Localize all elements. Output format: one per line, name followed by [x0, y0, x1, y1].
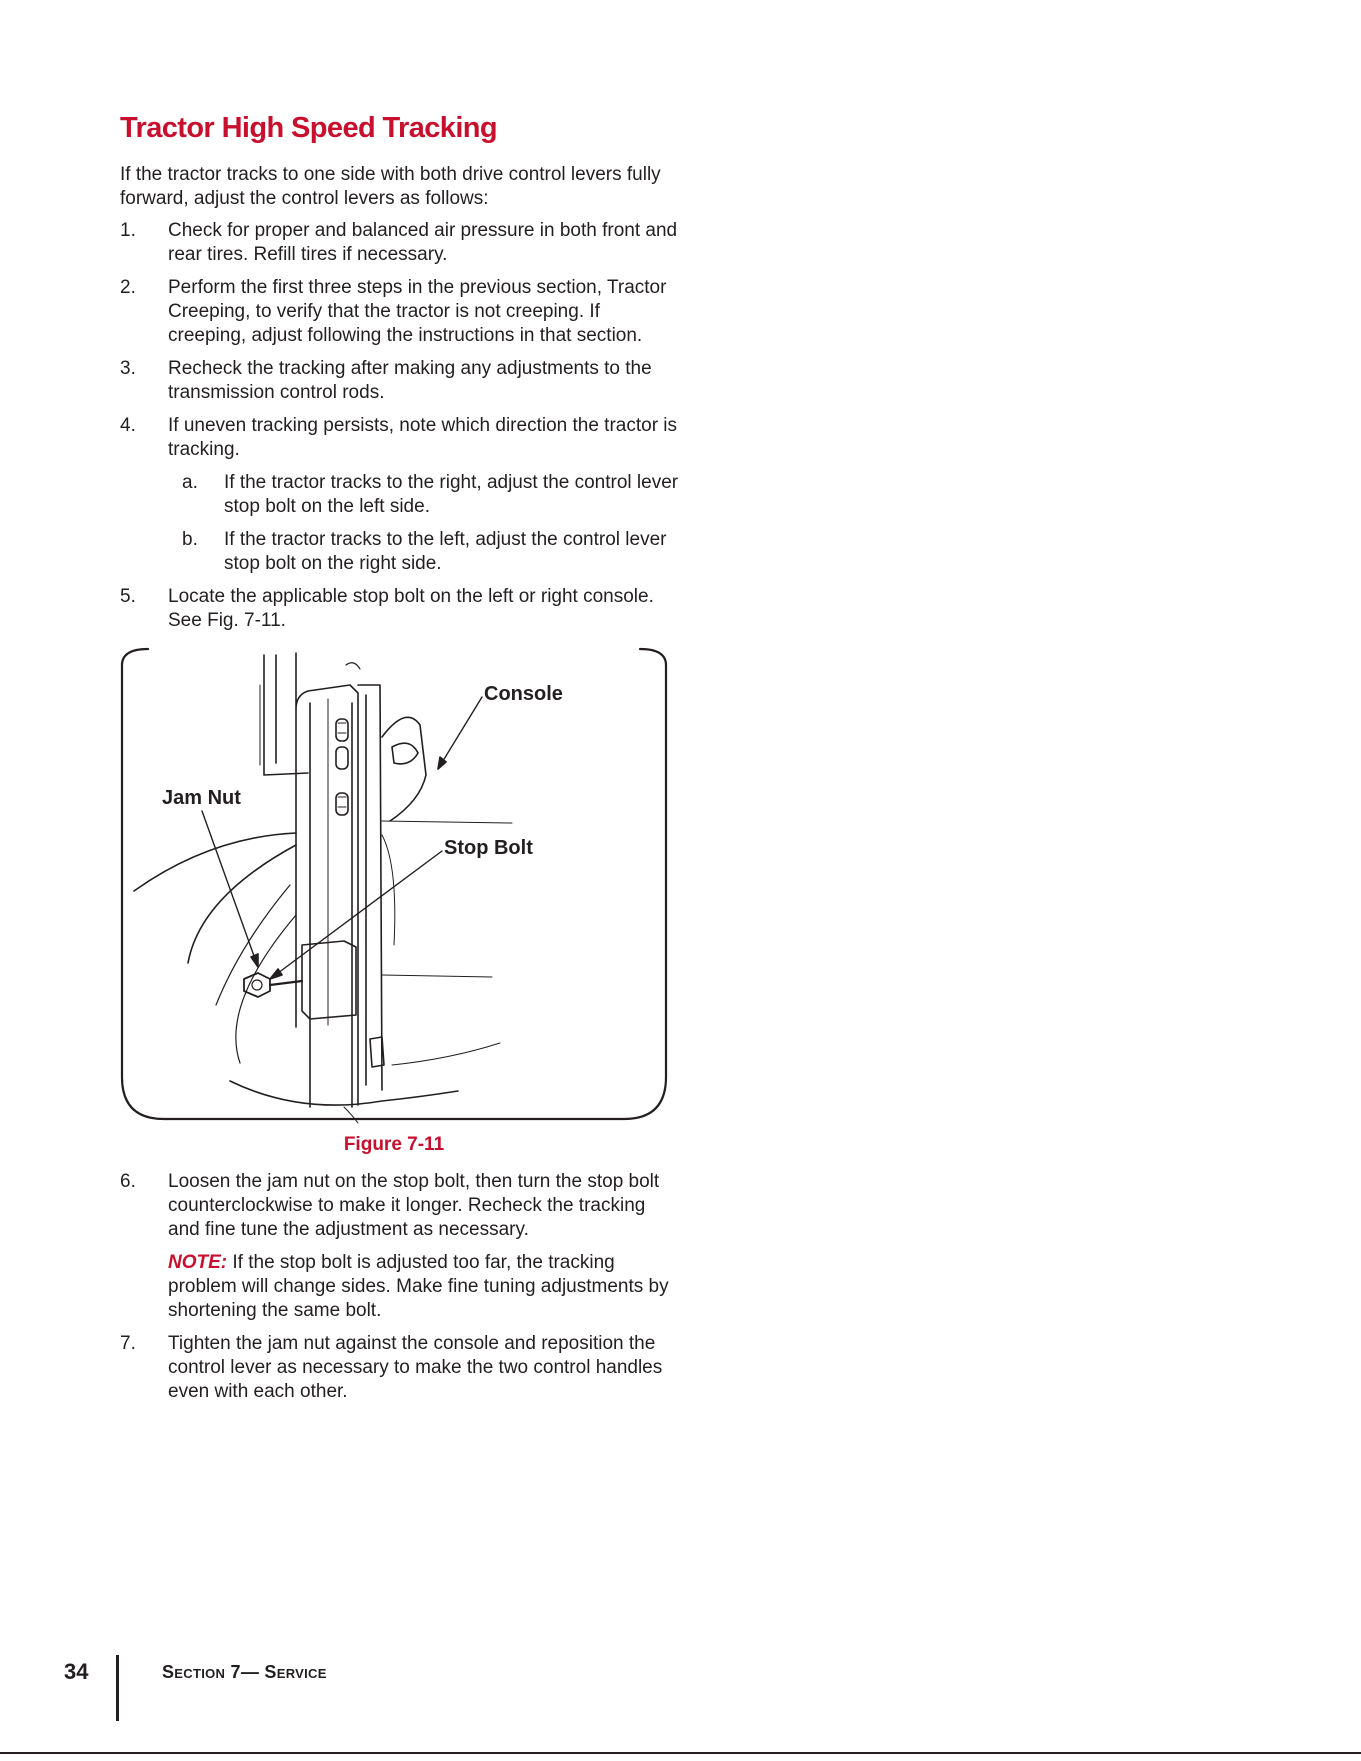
callout-jam-nut: Jam Nut	[162, 787, 241, 809]
step-text: Tighten the jam nut against the console and reposition the control lever as necessary to make the two control handles even with each other.	[168, 1333, 663, 1402]
page-number: 34	[64, 1659, 89, 1684]
step-text: Check for proper and balanced air pressure in both front and rear tires. Refill tires if necessary.	[168, 220, 678, 265]
list-item	[120, 357, 680, 405]
list-item	[120, 276, 680, 348]
intro-paragraph: If the tractor tracks to one side with both drive control levers fully forward, adjust the control levers as follows:	[120, 164, 661, 209]
steps-list-bottom	[120, 1170, 680, 1413]
step-number: 1.	[120, 220, 136, 241]
substeps-list	[120, 471, 680, 576]
step-text: Locate the applicable stop bolt on the left or right console. See Fig. 7-11.	[168, 586, 654, 631]
note-text: If the stop bolt is adjusted too far, the tracking problem will change sides. Make fine tuning adjustments by shortening the same bolt.	[168, 1252, 669, 1321]
list-item	[120, 528, 680, 576]
step-text: If uneven tracking persists, note which direction the tractor is tracking.	[168, 415, 678, 460]
callout-stop-bolt: Stop Bolt	[444, 837, 533, 859]
step-number: 2.	[120, 277, 136, 298]
list-item	[120, 585, 680, 633]
note-block	[168, 1251, 680, 1323]
list-item	[120, 1170, 680, 1323]
step-number: 7.	[120, 1333, 136, 1354]
step-text: Loosen the jam nut on the stop bolt, then turn the stop bolt counterclockwise to make it longer. Recheck the tracking and fine tune the adjustment as necessary.	[168, 1171, 660, 1240]
list-item	[120, 219, 680, 267]
substep-text: If the tractor tracks to the right, adjust the control lever stop bolt on the left side.	[224, 472, 679, 517]
step-number: 3.	[120, 358, 136, 379]
substep-letter: b.	[182, 529, 198, 550]
step-number: 5.	[120, 586, 136, 607]
figure-caption: Figure 7-11	[343, 1134, 445, 1155]
step-text: Perform the first three steps in the previous section, Tractor Creeping, to verify that the tractor is not creeping. If creeping, adjust following the instructions in that section.	[168, 277, 667, 346]
note-label: NOTE:	[168, 1252, 228, 1273]
list-item	[120, 471, 680, 519]
steps-list-top	[120, 219, 680, 642]
page-bottom-rule	[0, 1752, 1361, 1754]
step-number: 4.	[120, 415, 136, 436]
page-title: Tractor High Speed Tracking	[120, 112, 498, 144]
list-item	[120, 414, 680, 576]
list-item	[120, 1332, 680, 1404]
stop-bolt-illustration	[120, 645, 668, 1125]
substep-text: If the tractor tracks to the left, adjust the control lever stop bolt on the right side.	[224, 529, 667, 574]
callout-console: Console	[484, 683, 563, 705]
footer-divider	[116, 1655, 119, 1721]
substep-letter: a.	[182, 472, 198, 493]
footer-section-label: Section 7— Service	[162, 1662, 327, 1682]
figure-7-11	[120, 645, 668, 1125]
step-number: 6.	[120, 1171, 136, 1192]
step-text: Recheck the tracking after making any adjustments to the transmission control rods.	[168, 358, 652, 403]
